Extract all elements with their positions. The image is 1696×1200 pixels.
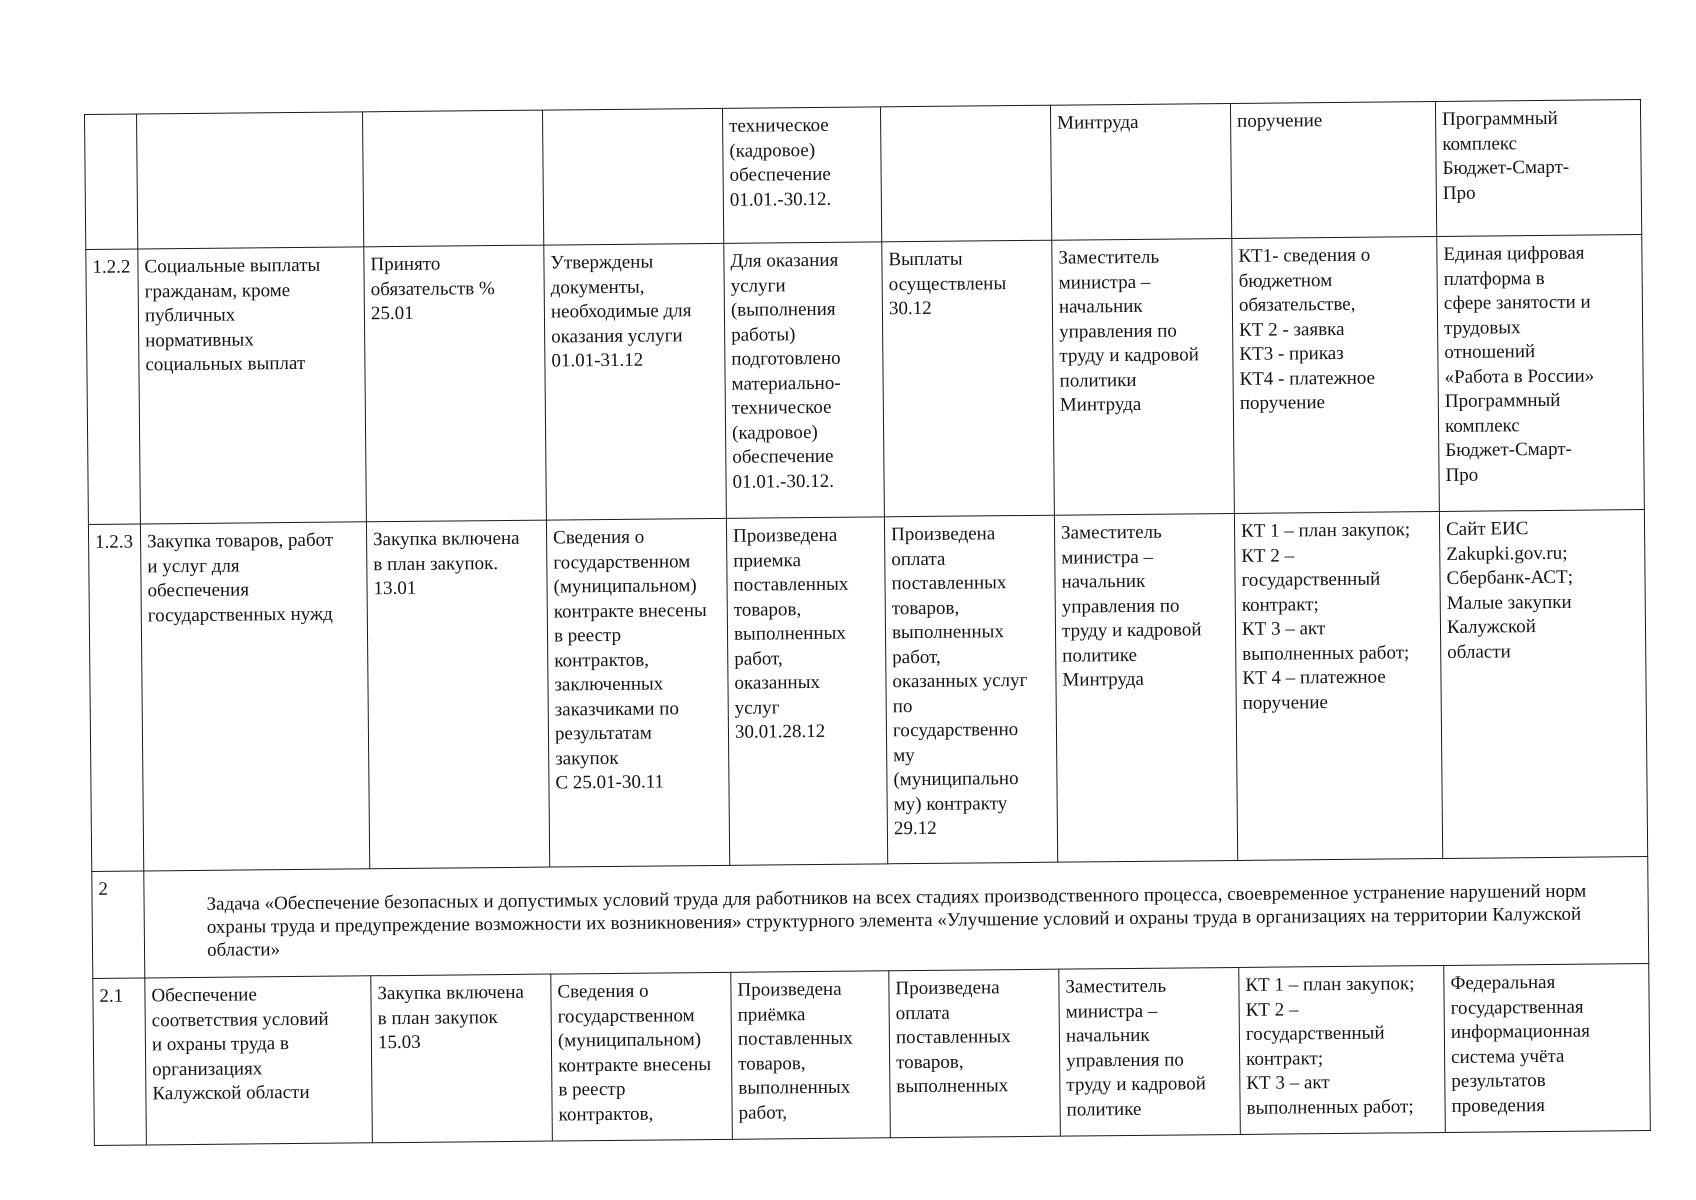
control-point-4-cell: Произведена оплата поставленных товаров, выполненных (889, 969, 1061, 1138)
control-point-2-cell: Сведения о государственном (муниципальном) контракте внесены в реестр контрактов, (551, 972, 733, 1141)
information-system-cell: Федеральная государственная информационная система учёта результатов проведения (1444, 964, 1651, 1133)
control-point-1-cell: Закупка включена в план закупок. 13.01 (366, 520, 549, 869)
control-point-1-cell: Закупка включена в план закупок 15.03 (371, 974, 553, 1143)
event-name-cell: Закупка товаров, работ и услуг для обеспечения государственных нужд (140, 522, 369, 871)
control-point-3-cell: Произведена приёмка поставленных товаров, выполненных работ, (731, 971, 891, 1140)
responsible-cell: Заместитель министра – начальник управления по труду и кадровой политики Минтруда (1052, 238, 1235, 515)
control-point-1-cell: Принято обязательств % 25.01 (364, 245, 547, 522)
task-description: Задача «Обеспечение безопасных и допустимых условий труда для работников на всех стадиях производственного процесса, своевременное устранение нарушений норм охраны труда и предупреждение возможности их возникновения» структурного элемента «Улучшение условий и охраны труда в организациях на территории Калужской области» (206, 880, 1587, 961)
event-name-cell: Обеспечение соответствия условий и охраны труда в организациях Калужской области (145, 976, 373, 1145)
control-point-3-cell: Произведена приемка поставленных товаров, выполненных работ, оказанных услуг 30.01.28.12 (726, 517, 887, 866)
responsible-cell: Заместитель министра – начальник управления по труду и кадровой политике (1059, 967, 1241, 1136)
responsible-cell: Минтруда (1050, 103, 1231, 240)
control-point-4-cell: Произведена оплата поставленных товаров, выполненных работ, оказанных услуг по государственно му (муниципально му) контракту 29.12 (884, 515, 1057, 864)
information-system-cell: Единая цифровая платформа в сфере занятости и трудовых отношений «Работа в России» Программный комплекс Бюджет-Смарт- Про (1437, 235, 1645, 512)
table-row (88, 510, 1647, 872)
row-number: 1.2.2 (86, 249, 141, 524)
row-number (85, 114, 138, 249)
control-point-2-cell (542, 108, 723, 245)
event-name-cell (137, 112, 364, 249)
plan-table (84, 99, 1651, 1146)
documents-cell: поручение (1230, 102, 1436, 239)
table-row (85, 100, 1642, 250)
control-point-4-cell: Выплаты осуществлены 30.12 (882, 240, 1055, 517)
event-name-cell: Социальные выплаты гражданам, кроме публичных нормативных социальных выплат (138, 247, 367, 524)
row-number: 1.2.3 (88, 524, 143, 871)
control-point-2-cell: Сведения о государственном (муниципальном) контракте внесены в реестр контрактов, заключенных заказчиками по результатам закупок С 25.01-30.11 (546, 518, 729, 867)
control-point-3-cell: Для оказания услуги (выполнения работы) подготовлено материально- техническое (кадровое) обеспечение 01.01.-30.12. (724, 242, 885, 519)
control-point-1-cell (362, 110, 543, 247)
information-system-cell: Сайт ЕИС Zakupki.gov.ru; Сбербанк-АСТ; Малые закупки Калужской области (1439, 510, 1647, 859)
documents-cell: КТ 1 – план закупок; КТ 2 – государственный контракт; КТ 3 – акт выполненных работ; (1239, 965, 1446, 1134)
documents-cell: КТ 1 – план закупок; КТ 2 – государственный контракт; КТ 3 – акт выполненных работ; КТ 4 – платежное поручение (1234, 512, 1442, 861)
table-row (86, 235, 1645, 525)
row-number: 2.1 (93, 978, 147, 1145)
documents-cell: КТ1- сведения о бюджетном обязательстве, КТ 2 - заявка КТ3 - приказ КТ4 - платежное поручение (1232, 237, 1440, 514)
table-row (93, 964, 1651, 1146)
responsible-cell: Заместитель министра – начальник управления по труду и кадровой политике Минтруда (1054, 513, 1237, 862)
control-point-4-cell (880, 105, 1051, 242)
task-row (92, 857, 1649, 979)
control-point-2-cell: Утверждены документы, необходимые для оказания услуги 01.01-31.12 (544, 243, 727, 520)
control-point-3-cell: техническое (кадровое) обеспечение 01.01.-30.12. (722, 107, 881, 244)
task-description-cell (144, 857, 1649, 978)
task-number: 2 (92, 871, 145, 978)
information-system-cell: Программный комплекс Бюджет-Смарт- Про (1435, 100, 1641, 237)
